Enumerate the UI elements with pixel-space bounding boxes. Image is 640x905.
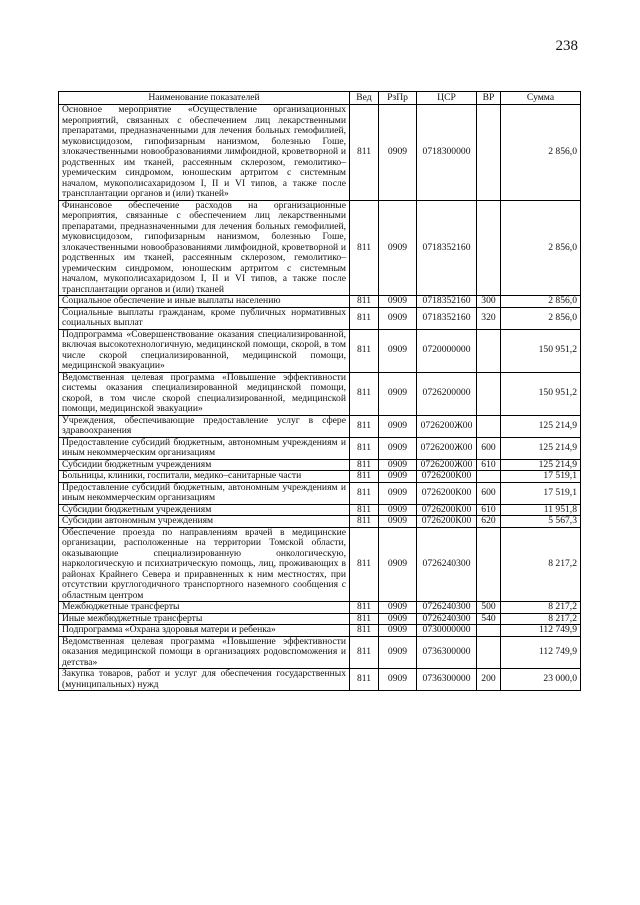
table-row <box>59 459 581 471</box>
cell-ved: 811 <box>350 372 379 415</box>
cell-name: Учреждения, обеспечивающие предоставление услуг в сфере здравоохранения <box>59 415 350 437</box>
cell-vr <box>477 636 501 669</box>
cell-vr <box>477 625 501 637</box>
table-row <box>59 296 581 308</box>
cell-name: Субсидии бюджетным учреждениям <box>59 459 350 471</box>
cell-vr: 620 <box>477 516 501 528</box>
cell-name: Предоставление субсидий бюджетным, автономным учреждениям и иным некоммерческим организациям <box>59 437 350 459</box>
cell-ved: 811 <box>350 482 379 504</box>
cell-name: Межбюджетные трансферты <box>59 602 350 614</box>
table-row <box>59 329 581 372</box>
cell-csr: 0726200Ж00 <box>417 459 477 471</box>
cell-csr: 0736300000 <box>417 669 477 691</box>
cell-ved: 811 <box>350 636 379 669</box>
cell-rzpr: 0909 <box>379 296 417 308</box>
cell-name: Основное мероприятие «Осуществление организационных мероприятий, связанных с обеспечением лиц лекарственными препаратами, предназначенными для лечения больных гемофилией, муковисцидозом, гипофизарным нанизмом, болезнью Гоше, злокачественными новообразованиями лимфоидной, кроветворной и родственных им тканей, рассеянным склерозом, гемолитико–уремическим синдромом, юношеским артритом с системным началом, мукополисахаридозом I, II и VI типов, а также после трансплантации органов и (или) тканей» <box>59 105 350 201</box>
cell-vr: 320 <box>477 307 501 329</box>
cell-csr: 0718352160 <box>417 307 477 329</box>
cell-sum: 125 214,9 <box>501 437 581 459</box>
cell-csr: 0726240300 <box>417 527 477 602</box>
cell-ved: 811 <box>350 200 379 296</box>
table-row <box>59 482 581 504</box>
cell-rzpr: 0909 <box>379 669 417 691</box>
cell-rzpr: 0909 <box>379 527 417 602</box>
cell-csr: 0730000000 <box>417 625 477 637</box>
header-sum: Сумма <box>501 92 581 105</box>
cell-rzpr: 0909 <box>379 625 417 637</box>
cell-ved: 811 <box>350 516 379 528</box>
budget-table <box>58 91 581 691</box>
cell-name: Субсидии бюджетным учреждениям <box>59 504 350 516</box>
cell-rzpr: 0909 <box>379 329 417 372</box>
cell-ved: 811 <box>350 613 379 625</box>
cell-name: Иные межбюджетные трансферты <box>59 613 350 625</box>
cell-rzpr: 0909 <box>379 415 417 437</box>
cell-sum: 8 217,2 <box>501 527 581 602</box>
table-header-row <box>59 92 581 105</box>
cell-name: Подпрограмма «Совершенствование оказания специализированной, включая высокотехнологичную, медицинской помощи, скорой, в том числе скорой специализированной, медицинской помощи, медицинской эвакуации» <box>59 329 350 372</box>
cell-rzpr: 0909 <box>379 471 417 483</box>
cell-sum: 2 856,0 <box>501 105 581 201</box>
cell-ved: 811 <box>350 307 379 329</box>
cell-sum: 23 000,0 <box>501 669 581 691</box>
cell-vr <box>477 200 501 296</box>
cell-csr: 0726200Ж00 <box>417 437 477 459</box>
cell-csr: 0718300000 <box>417 105 477 201</box>
cell-sum: 2 856,0 <box>501 200 581 296</box>
cell-ved: 811 <box>350 527 379 602</box>
cell-vr: 610 <box>477 504 501 516</box>
table-row <box>59 516 581 528</box>
cell-sum: 5 567,3 <box>501 516 581 528</box>
table-row <box>59 372 581 415</box>
cell-rzpr: 0909 <box>379 602 417 614</box>
cell-ved: 811 <box>350 504 379 516</box>
table-row <box>59 527 581 602</box>
table-row <box>59 504 581 516</box>
cell-ved: 811 <box>350 415 379 437</box>
cell-ved: 811 <box>350 459 379 471</box>
table-row <box>59 307 581 329</box>
cell-name: Ведомственная целевая программа «Повышение эффективности оказания медицинской помощи в организациях родовспоможения и детства» <box>59 636 350 669</box>
cell-name: Обеспечение проезда по направлениям врачей в медицинские организации, расположенные на территории Томской области, оказывающие специализированную онкологическую, наркологическую и психиатрическую помощь, лиц, проживающих в районах Крайнего Севера и приравненных к ним местностях, при отсутствии круглогодичного транспортного наземного сообщения с областным центром <box>59 527 350 602</box>
cell-csr: 0726200000 <box>417 372 477 415</box>
cell-csr: 0736300000 <box>417 636 477 669</box>
header-name: Наименование показателей <box>59 92 350 105</box>
cell-name: Больницы, клиники, госпитали, медико–санитарные части <box>59 471 350 483</box>
cell-ved: 811 <box>350 625 379 637</box>
cell-rzpr: 0909 <box>379 437 417 459</box>
cell-rzpr: 0909 <box>379 482 417 504</box>
cell-ved: 811 <box>350 669 379 691</box>
cell-vr: 600 <box>477 437 501 459</box>
cell-csr: 0726200К00 <box>417 482 477 504</box>
cell-name: Финансовое обеспечение расходов на организационные мероприятия, связанные с обеспечением лиц лекарственными препаратами, предназначенными для лечения больных гемофилией, муковисцидозом, гипофизарным нанизмом, болезнью Гоше, злокачественными новообразованиями лимфоидной, кроветворной и родственных им тканей, рассеянным склерозом, гемолитико–уремическим синдромом, юношеским артритом с системным началом, мукополисахаридозом I, II и VI типов, а также после трансплантации органов и (или) тканей <box>59 200 350 296</box>
table-row <box>59 669 581 691</box>
table-row <box>59 200 581 296</box>
cell-vr: 300 <box>477 296 501 308</box>
cell-sum: 8 217,2 <box>501 613 581 625</box>
table-row <box>59 437 581 459</box>
cell-vr <box>477 372 501 415</box>
cell-sum: 150 951,2 <box>501 372 581 415</box>
table-row <box>59 471 581 483</box>
cell-vr: 540 <box>477 613 501 625</box>
cell-ved: 811 <box>350 329 379 372</box>
cell-name: Ведомственная целевая программа «Повышение эффективности системы оказания специализированной медицинской помощи, скорой, в том числе скорой специализированной, медицинской помощи, медицинской эвакуации» <box>59 372 350 415</box>
cell-name: Субсидии автономным учреждениям <box>59 516 350 528</box>
cell-sum: 112 749,9 <box>501 625 581 637</box>
cell-vr <box>477 527 501 602</box>
cell-rzpr: 0909 <box>379 504 417 516</box>
cell-name: Закупка товаров, работ и услуг для обеспечения государственных (муниципальных) нужд <box>59 669 350 691</box>
cell-csr: 0726200К00 <box>417 516 477 528</box>
cell-csr: 0726240300 <box>417 613 477 625</box>
cell-csr: 0726200Ж00 <box>417 415 477 437</box>
cell-sum: 125 214,9 <box>501 415 581 437</box>
cell-vr <box>477 415 501 437</box>
cell-vr <box>477 471 501 483</box>
cell-rzpr: 0909 <box>379 613 417 625</box>
cell-name: Подпрограмма «Охрана здоровья матери и ребенка» <box>59 625 350 637</box>
cell-csr: 0718352160 <box>417 200 477 296</box>
cell-rzpr: 0909 <box>379 372 417 415</box>
cell-ved: 811 <box>350 602 379 614</box>
header-csr: ЦСР <box>417 92 477 105</box>
table-row <box>59 625 581 637</box>
header-rzpr: РзПр <box>379 92 417 105</box>
cell-sum: 112 749,9 <box>501 636 581 669</box>
cell-csr: 0718352160 <box>417 296 477 308</box>
header-ved: Вед <box>350 92 379 105</box>
cell-csr: 0726240300 <box>417 602 477 614</box>
cell-name: Социальное обеспечение и иные выплаты населению <box>59 296 350 308</box>
cell-rzpr: 0909 <box>379 516 417 528</box>
cell-ved: 811 <box>350 105 379 201</box>
cell-name: Предоставление субсидий бюджетным, автономным учреждениям и иным некоммерческим организациям <box>59 482 350 504</box>
table-row <box>59 613 581 625</box>
cell-sum: 17 519,1 <box>501 471 581 483</box>
table-row <box>59 602 581 614</box>
table-row <box>59 415 581 437</box>
cell-rzpr: 0909 <box>379 200 417 296</box>
cell-vr: 500 <box>477 602 501 614</box>
cell-ved: 811 <box>350 471 379 483</box>
cell-ved: 811 <box>350 437 379 459</box>
cell-rzpr: 0909 <box>379 636 417 669</box>
cell-csr: 0726200К00 <box>417 471 477 483</box>
header-vr: ВР <box>477 92 501 105</box>
table-row <box>59 636 581 669</box>
cell-rzpr: 0909 <box>379 459 417 471</box>
cell-sum: 2 856,0 <box>501 307 581 329</box>
cell-sum: 8 217,2 <box>501 602 581 614</box>
table-row <box>59 105 581 201</box>
cell-csr: 0726200К00 <box>417 504 477 516</box>
cell-sum: 17 519,1 <box>501 482 581 504</box>
cell-sum: 150 951,2 <box>501 329 581 372</box>
page-number: 238 <box>555 38 578 54</box>
cell-vr <box>477 105 501 201</box>
cell-rzpr: 0909 <box>379 105 417 201</box>
cell-ved: 811 <box>350 296 379 308</box>
cell-csr: 0720000000 <box>417 329 477 372</box>
cell-name: Социальные выплаты гражданам, кроме публичных нормативных социальных выплат <box>59 307 350 329</box>
cell-sum: 125 214,9 <box>501 459 581 471</box>
cell-rzpr: 0909 <box>379 307 417 329</box>
cell-vr <box>477 329 501 372</box>
cell-sum: 2 856,0 <box>501 296 581 308</box>
cell-sum: 11 951,8 <box>501 504 581 516</box>
cell-vr: 200 <box>477 669 501 691</box>
cell-vr: 610 <box>477 459 501 471</box>
cell-vr: 600 <box>477 482 501 504</box>
